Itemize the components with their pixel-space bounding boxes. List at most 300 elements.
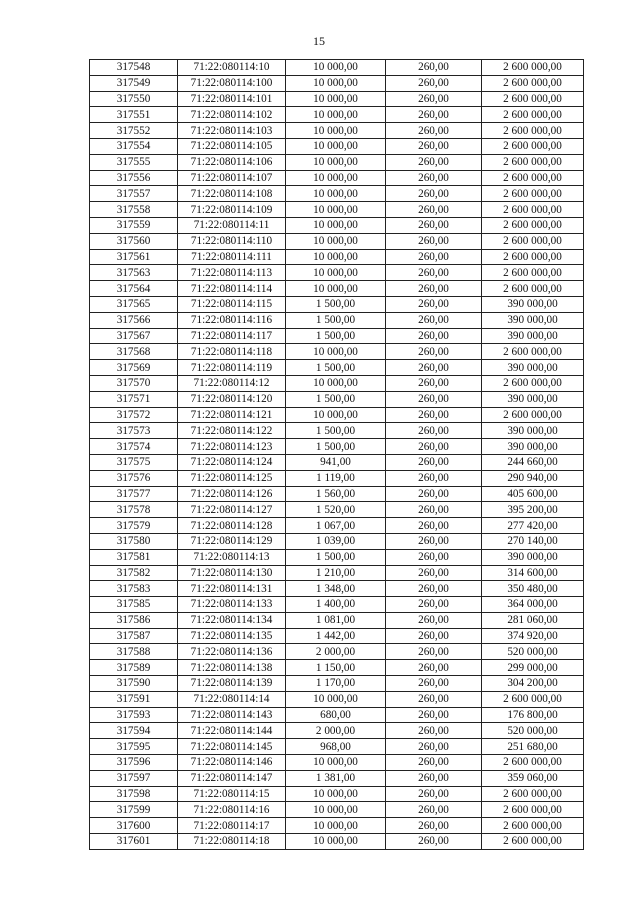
rate-cell: 260,00 (386, 138, 482, 154)
area-cell: 1 500,00 (286, 391, 386, 407)
cadastral-number-cell: 71:22:080114:134 (178, 612, 286, 628)
area-cell: 10 000,00 (286, 691, 386, 707)
cadastral-number-cell: 71:22:080114:119 (178, 360, 286, 376)
cadastral-number-cell: 71:22:080114:143 (178, 707, 286, 723)
record-number-cell: 317589 (90, 660, 178, 676)
area-cell: 10 000,00 (286, 186, 386, 202)
rate-cell: 260,00 (386, 755, 482, 771)
table-row (90, 676, 584, 692)
table-row (90, 786, 584, 802)
record-number-cell: 317552 (90, 123, 178, 139)
record-number-cell: 317554 (90, 138, 178, 154)
cadastral-number-cell: 71:22:080114:138 (178, 660, 286, 676)
table-body (90, 60, 584, 850)
record-number-cell: 317575 (90, 454, 178, 470)
area-cell: 1 348,00 (286, 581, 386, 597)
record-number-cell: 317556 (90, 170, 178, 186)
table-row (90, 770, 584, 786)
amount-cell: 364 000,00 (482, 597, 584, 613)
table-row (90, 612, 584, 628)
record-number-cell: 317599 (90, 802, 178, 818)
rate-cell: 260,00 (386, 123, 482, 139)
record-number-cell: 317579 (90, 518, 178, 534)
area-cell: 1 560,00 (286, 486, 386, 502)
table-row (90, 312, 584, 328)
area-cell: 10 000,00 (286, 217, 386, 233)
rate-cell: 260,00 (386, 202, 482, 218)
amount-cell: 2 600 000,00 (482, 755, 584, 771)
area-cell: 10 000,00 (286, 265, 386, 281)
amount-cell: 520 000,00 (482, 644, 584, 660)
cadastral-number-cell: 71:22:080114:125 (178, 470, 286, 486)
cadastral-number-cell: 71:22:080114:120 (178, 391, 286, 407)
rate-cell: 260,00 (386, 786, 482, 802)
cadastral-number-cell: 71:22:080114:126 (178, 486, 286, 502)
amount-cell: 2 600 000,00 (482, 217, 584, 233)
table-row (90, 834, 584, 850)
cadastral-number-cell: 71:22:080114:102 (178, 107, 286, 123)
rate-cell: 260,00 (386, 154, 482, 170)
cadastral-number-cell: 71:22:080114:129 (178, 533, 286, 549)
table-row (90, 739, 584, 755)
amount-cell: 2 600 000,00 (482, 375, 584, 391)
rate-cell: 260,00 (386, 186, 482, 202)
amount-cell: 390 000,00 (482, 549, 584, 565)
cadastral-number-cell: 71:22:080114:17 (178, 818, 286, 834)
area-cell: 1 170,00 (286, 676, 386, 692)
page-number: 15 (313, 34, 325, 48)
amount-cell: 251 680,00 (482, 739, 584, 755)
record-number-cell: 317601 (90, 834, 178, 850)
area-cell: 10 000,00 (286, 91, 386, 107)
rate-cell: 260,00 (386, 249, 482, 265)
amount-cell: 350 480,00 (482, 581, 584, 597)
table-row (90, 123, 584, 139)
cadastral-number-cell: 71:22:080114:128 (178, 518, 286, 534)
record-number-cell: 317580 (90, 533, 178, 549)
area-cell: 968,00 (286, 739, 386, 755)
record-number-cell: 317551 (90, 107, 178, 123)
rate-cell: 260,00 (386, 407, 482, 423)
area-cell: 1 119,00 (286, 470, 386, 486)
table-row (90, 328, 584, 344)
amount-cell: 2 600 000,00 (482, 202, 584, 218)
cadastral-number-cell: 71:22:080114:113 (178, 265, 286, 281)
rate-cell: 260,00 (386, 391, 482, 407)
amount-cell: 2 600 000,00 (482, 834, 584, 850)
amount-cell: 2 600 000,00 (482, 60, 584, 76)
area-cell: 10 000,00 (286, 60, 386, 76)
amount-cell: 2 600 000,00 (482, 233, 584, 249)
record-number-cell: 317573 (90, 423, 178, 439)
area-cell: 1 520,00 (286, 502, 386, 518)
cadastral-number-cell: 71:22:080114:139 (178, 676, 286, 692)
cadastral-number-cell: 71:22:080114:18 (178, 834, 286, 850)
table-row (90, 344, 584, 360)
record-number-cell: 317561 (90, 249, 178, 265)
cadastral-number-cell: 71:22:080114:12 (178, 375, 286, 391)
amount-cell: 390 000,00 (482, 391, 584, 407)
record-number-cell: 317582 (90, 565, 178, 581)
amount-cell: 390 000,00 (482, 296, 584, 312)
cadastral-number-cell: 71:22:080114:147 (178, 770, 286, 786)
amount-cell: 2 600 000,00 (482, 170, 584, 186)
rate-cell: 260,00 (386, 676, 482, 692)
rate-cell: 260,00 (386, 454, 482, 470)
area-cell: 10 000,00 (286, 344, 386, 360)
table-row (90, 644, 584, 660)
rate-cell: 260,00 (386, 612, 482, 628)
cadastral-number-cell: 71:22:080114:116 (178, 312, 286, 328)
amount-cell: 2 600 000,00 (482, 186, 584, 202)
rate-cell: 260,00 (386, 549, 482, 565)
rate-cell: 260,00 (386, 439, 482, 455)
cadastral-number-cell: 71:22:080114:127 (178, 502, 286, 518)
table-row (90, 296, 584, 312)
table-row (90, 138, 584, 154)
table-row (90, 391, 584, 407)
table-row (90, 217, 584, 233)
rate-cell: 260,00 (386, 502, 482, 518)
rate-cell: 260,00 (386, 312, 482, 328)
amount-cell: 2 600 000,00 (482, 154, 584, 170)
table-row (90, 423, 584, 439)
record-number-cell: 317598 (90, 786, 178, 802)
area-cell: 10 000,00 (286, 233, 386, 249)
table-row (90, 170, 584, 186)
amount-cell: 176 800,00 (482, 707, 584, 723)
area-cell: 10 000,00 (286, 755, 386, 771)
rate-cell: 260,00 (386, 533, 482, 549)
area-cell: 10 000,00 (286, 170, 386, 186)
table-row (90, 660, 584, 676)
area-cell: 1 500,00 (286, 360, 386, 376)
rate-cell: 260,00 (386, 60, 482, 76)
record-number-cell: 317600 (90, 818, 178, 834)
record-number-cell: 317597 (90, 770, 178, 786)
cadastral-number-cell: 71:22:080114:136 (178, 644, 286, 660)
cadastral-number-cell: 71:22:080114:122 (178, 423, 286, 439)
table-row (90, 565, 584, 581)
area-cell: 1 039,00 (286, 533, 386, 549)
cadastral-number-cell: 71:22:080114:105 (178, 138, 286, 154)
record-number-cell: 317565 (90, 296, 178, 312)
area-cell: 1 210,00 (286, 565, 386, 581)
record-number-cell: 317548 (90, 60, 178, 76)
table-row (90, 818, 584, 834)
table-row (90, 581, 584, 597)
amount-cell: 2 600 000,00 (482, 75, 584, 91)
cadastral-number-cell: 71:22:080114:11 (178, 217, 286, 233)
table-row (90, 91, 584, 107)
area-cell: 1 500,00 (286, 439, 386, 455)
amount-cell: 374 920,00 (482, 628, 584, 644)
area-cell: 941,00 (286, 454, 386, 470)
amount-cell: 277 420,00 (482, 518, 584, 534)
rate-cell: 260,00 (386, 107, 482, 123)
rate-cell: 260,00 (386, 423, 482, 439)
rate-cell: 260,00 (386, 818, 482, 834)
amount-cell: 299 000,00 (482, 660, 584, 676)
rate-cell: 260,00 (386, 691, 482, 707)
rate-cell: 260,00 (386, 281, 482, 297)
cadastral-number-cell: 71:22:080114:145 (178, 739, 286, 755)
record-number-cell: 317570 (90, 375, 178, 391)
amount-cell: 2 600 000,00 (482, 123, 584, 139)
record-number-cell: 317566 (90, 312, 178, 328)
record-number-cell: 317596 (90, 755, 178, 771)
amount-cell: 390 000,00 (482, 360, 584, 376)
record-number-cell: 317590 (90, 676, 178, 692)
cadastral-number-cell: 71:22:080114:130 (178, 565, 286, 581)
cadastral-number-cell: 71:22:080114:146 (178, 755, 286, 771)
table-row (90, 628, 584, 644)
area-cell: 10 000,00 (286, 75, 386, 91)
area-cell: 10 000,00 (286, 375, 386, 391)
rate-cell: 260,00 (386, 581, 482, 597)
area-cell: 10 000,00 (286, 154, 386, 170)
amount-cell: 2 600 000,00 (482, 786, 584, 802)
amount-cell: 390 000,00 (482, 312, 584, 328)
record-number-cell: 317549 (90, 75, 178, 91)
cadastral-number-cell: 71:22:080114:10 (178, 60, 286, 76)
amount-cell: 2 600 000,00 (482, 691, 584, 707)
table-row (90, 707, 584, 723)
area-cell: 1 150,00 (286, 660, 386, 676)
record-number-cell: 317574 (90, 439, 178, 455)
table-row (90, 549, 584, 565)
cadastral-number-cell: 71:22:080114:135 (178, 628, 286, 644)
rate-cell: 260,00 (386, 344, 482, 360)
cadastral-number-cell: 71:22:080114:118 (178, 344, 286, 360)
amount-cell: 304 200,00 (482, 676, 584, 692)
area-cell: 2 000,00 (286, 644, 386, 660)
cadastral-number-cell: 71:22:080114:144 (178, 723, 286, 739)
area-cell: 1 442,00 (286, 628, 386, 644)
area-cell: 1 067,00 (286, 518, 386, 534)
table-row (90, 75, 584, 91)
cadastral-number-cell: 71:22:080114:103 (178, 123, 286, 139)
record-number-cell: 317569 (90, 360, 178, 376)
record-number-cell: 317560 (90, 233, 178, 249)
cadastral-number-cell: 71:22:080114:110 (178, 233, 286, 249)
rate-cell: 260,00 (386, 802, 482, 818)
table-row (90, 154, 584, 170)
cadastral-number-cell: 71:22:080114:111 (178, 249, 286, 265)
data-table (89, 59, 584, 850)
table-row (90, 360, 584, 376)
area-cell: 1 400,00 (286, 597, 386, 613)
table-row (90, 60, 584, 76)
table-row (90, 454, 584, 470)
amount-cell: 520 000,00 (482, 723, 584, 739)
rate-cell: 260,00 (386, 470, 482, 486)
area-cell: 10 000,00 (286, 834, 386, 850)
record-number-cell: 317563 (90, 265, 178, 281)
table-row (90, 691, 584, 707)
record-number-cell: 317568 (90, 344, 178, 360)
cadastral-number-cell: 71:22:080114:100 (178, 75, 286, 91)
table-row (90, 518, 584, 534)
record-number-cell: 317583 (90, 581, 178, 597)
cadastral-number-cell: 71:22:080114:121 (178, 407, 286, 423)
area-cell: 10 000,00 (286, 818, 386, 834)
area-cell: 1 081,00 (286, 612, 386, 628)
rate-cell: 260,00 (386, 360, 482, 376)
cadastral-number-cell: 71:22:080114:108 (178, 186, 286, 202)
rate-cell: 260,00 (386, 660, 482, 676)
rate-cell: 260,00 (386, 233, 482, 249)
area-cell: 10 000,00 (286, 123, 386, 139)
amount-cell: 395 200,00 (482, 502, 584, 518)
cadastral-number-cell: 71:22:080114:124 (178, 454, 286, 470)
rate-cell: 260,00 (386, 707, 482, 723)
amount-cell: 2 600 000,00 (482, 802, 584, 818)
rate-cell: 260,00 (386, 265, 482, 281)
table-row (90, 107, 584, 123)
amount-cell: 359 060,00 (482, 770, 584, 786)
cadastral-number-cell: 71:22:080114:114 (178, 281, 286, 297)
amount-cell: 290 940,00 (482, 470, 584, 486)
rate-cell: 260,00 (386, 770, 482, 786)
record-number-cell: 317550 (90, 91, 178, 107)
cadastral-number-cell: 71:22:080114:131 (178, 581, 286, 597)
table-row (90, 470, 584, 486)
table-row (90, 723, 584, 739)
area-cell: 1 500,00 (286, 423, 386, 439)
table-row (90, 597, 584, 613)
rate-cell: 260,00 (386, 328, 482, 344)
record-number-cell: 317572 (90, 407, 178, 423)
amount-cell: 244 660,00 (482, 454, 584, 470)
cadastral-number-cell: 71:22:080114:16 (178, 802, 286, 818)
area-cell: 10 000,00 (286, 202, 386, 218)
rate-cell: 260,00 (386, 91, 482, 107)
amount-cell: 270 140,00 (482, 533, 584, 549)
rate-cell: 260,00 (386, 644, 482, 660)
rate-cell: 260,00 (386, 628, 482, 644)
area-cell: 1 381,00 (286, 770, 386, 786)
table-row (90, 233, 584, 249)
cadastral-number-cell: 71:22:080114:106 (178, 154, 286, 170)
amount-cell: 2 600 000,00 (482, 107, 584, 123)
record-number-cell: 317593 (90, 707, 178, 723)
record-number-cell: 317567 (90, 328, 178, 344)
cadastral-number-cell: 71:22:080114:15 (178, 786, 286, 802)
table-row (90, 265, 584, 281)
cadastral-number-cell: 71:22:080114:14 (178, 691, 286, 707)
amount-cell: 2 600 000,00 (482, 281, 584, 297)
record-number-cell: 317564 (90, 281, 178, 297)
table-row (90, 186, 584, 202)
area-cell: 1 500,00 (286, 312, 386, 328)
table-row (90, 281, 584, 297)
table-row (90, 486, 584, 502)
record-number-cell: 317595 (90, 739, 178, 755)
table-row (90, 439, 584, 455)
record-number-cell: 317576 (90, 470, 178, 486)
area-cell: 10 000,00 (286, 802, 386, 818)
amount-cell: 2 600 000,00 (482, 265, 584, 281)
record-number-cell: 317555 (90, 154, 178, 170)
record-number-cell: 317587 (90, 628, 178, 644)
record-number-cell: 317594 (90, 723, 178, 739)
rate-cell: 260,00 (386, 170, 482, 186)
record-number-cell: 317578 (90, 502, 178, 518)
cadastral-number-cell: 71:22:080114:101 (178, 91, 286, 107)
record-number-cell: 317557 (90, 186, 178, 202)
record-number-cell: 317558 (90, 202, 178, 218)
amount-cell: 314 600,00 (482, 565, 584, 581)
record-number-cell: 317588 (90, 644, 178, 660)
area-cell: 10 000,00 (286, 138, 386, 154)
cadastral-number-cell: 71:22:080114:123 (178, 439, 286, 455)
rate-cell: 260,00 (386, 834, 482, 850)
table-row (90, 502, 584, 518)
area-cell: 1 500,00 (286, 328, 386, 344)
area-cell: 10 000,00 (286, 786, 386, 802)
table-row (90, 407, 584, 423)
rate-cell: 260,00 (386, 75, 482, 91)
amount-cell: 281 060,00 (482, 612, 584, 628)
rate-cell: 260,00 (386, 486, 482, 502)
area-cell: 10 000,00 (286, 407, 386, 423)
amount-cell: 390 000,00 (482, 328, 584, 344)
cadastral-number-cell: 71:22:080114:133 (178, 597, 286, 613)
record-number-cell: 317586 (90, 612, 178, 628)
amount-cell: 2 600 000,00 (482, 91, 584, 107)
table-row (90, 533, 584, 549)
rate-cell: 260,00 (386, 375, 482, 391)
cadastral-number-cell: 71:22:080114:109 (178, 202, 286, 218)
rate-cell: 260,00 (386, 597, 482, 613)
rate-cell: 260,00 (386, 296, 482, 312)
amount-cell: 2 600 000,00 (482, 344, 584, 360)
cadastral-number-cell: 71:22:080114:13 (178, 549, 286, 565)
cadastral-number-cell: 71:22:080114:117 (178, 328, 286, 344)
area-cell: 2 000,00 (286, 723, 386, 739)
area-cell: 680,00 (286, 707, 386, 723)
amount-cell: 2 600 000,00 (482, 407, 584, 423)
rate-cell: 260,00 (386, 723, 482, 739)
amount-cell: 2 600 000,00 (482, 138, 584, 154)
rate-cell: 260,00 (386, 217, 482, 233)
cadastral-number-cell: 71:22:080114:115 (178, 296, 286, 312)
amount-cell: 390 000,00 (482, 439, 584, 455)
area-cell: 1 500,00 (286, 549, 386, 565)
area-cell: 1 500,00 (286, 296, 386, 312)
rate-cell: 260,00 (386, 518, 482, 534)
rate-cell: 260,00 (386, 739, 482, 755)
amount-cell: 405 600,00 (482, 486, 584, 502)
record-number-cell: 317577 (90, 486, 178, 502)
area-cell: 10 000,00 (286, 281, 386, 297)
table-row (90, 755, 584, 771)
record-number-cell: 317591 (90, 691, 178, 707)
amount-cell: 2 600 000,00 (482, 249, 584, 265)
amount-cell: 2 600 000,00 (482, 818, 584, 834)
area-cell: 10 000,00 (286, 107, 386, 123)
table-row (90, 802, 584, 818)
amount-cell: 390 000,00 (482, 423, 584, 439)
rate-cell: 260,00 (386, 565, 482, 581)
record-number-cell: 317581 (90, 549, 178, 565)
record-number-cell: 317585 (90, 597, 178, 613)
table-row (90, 202, 584, 218)
record-number-cell: 317571 (90, 391, 178, 407)
area-cell: 10 000,00 (286, 249, 386, 265)
record-number-cell: 317559 (90, 217, 178, 233)
